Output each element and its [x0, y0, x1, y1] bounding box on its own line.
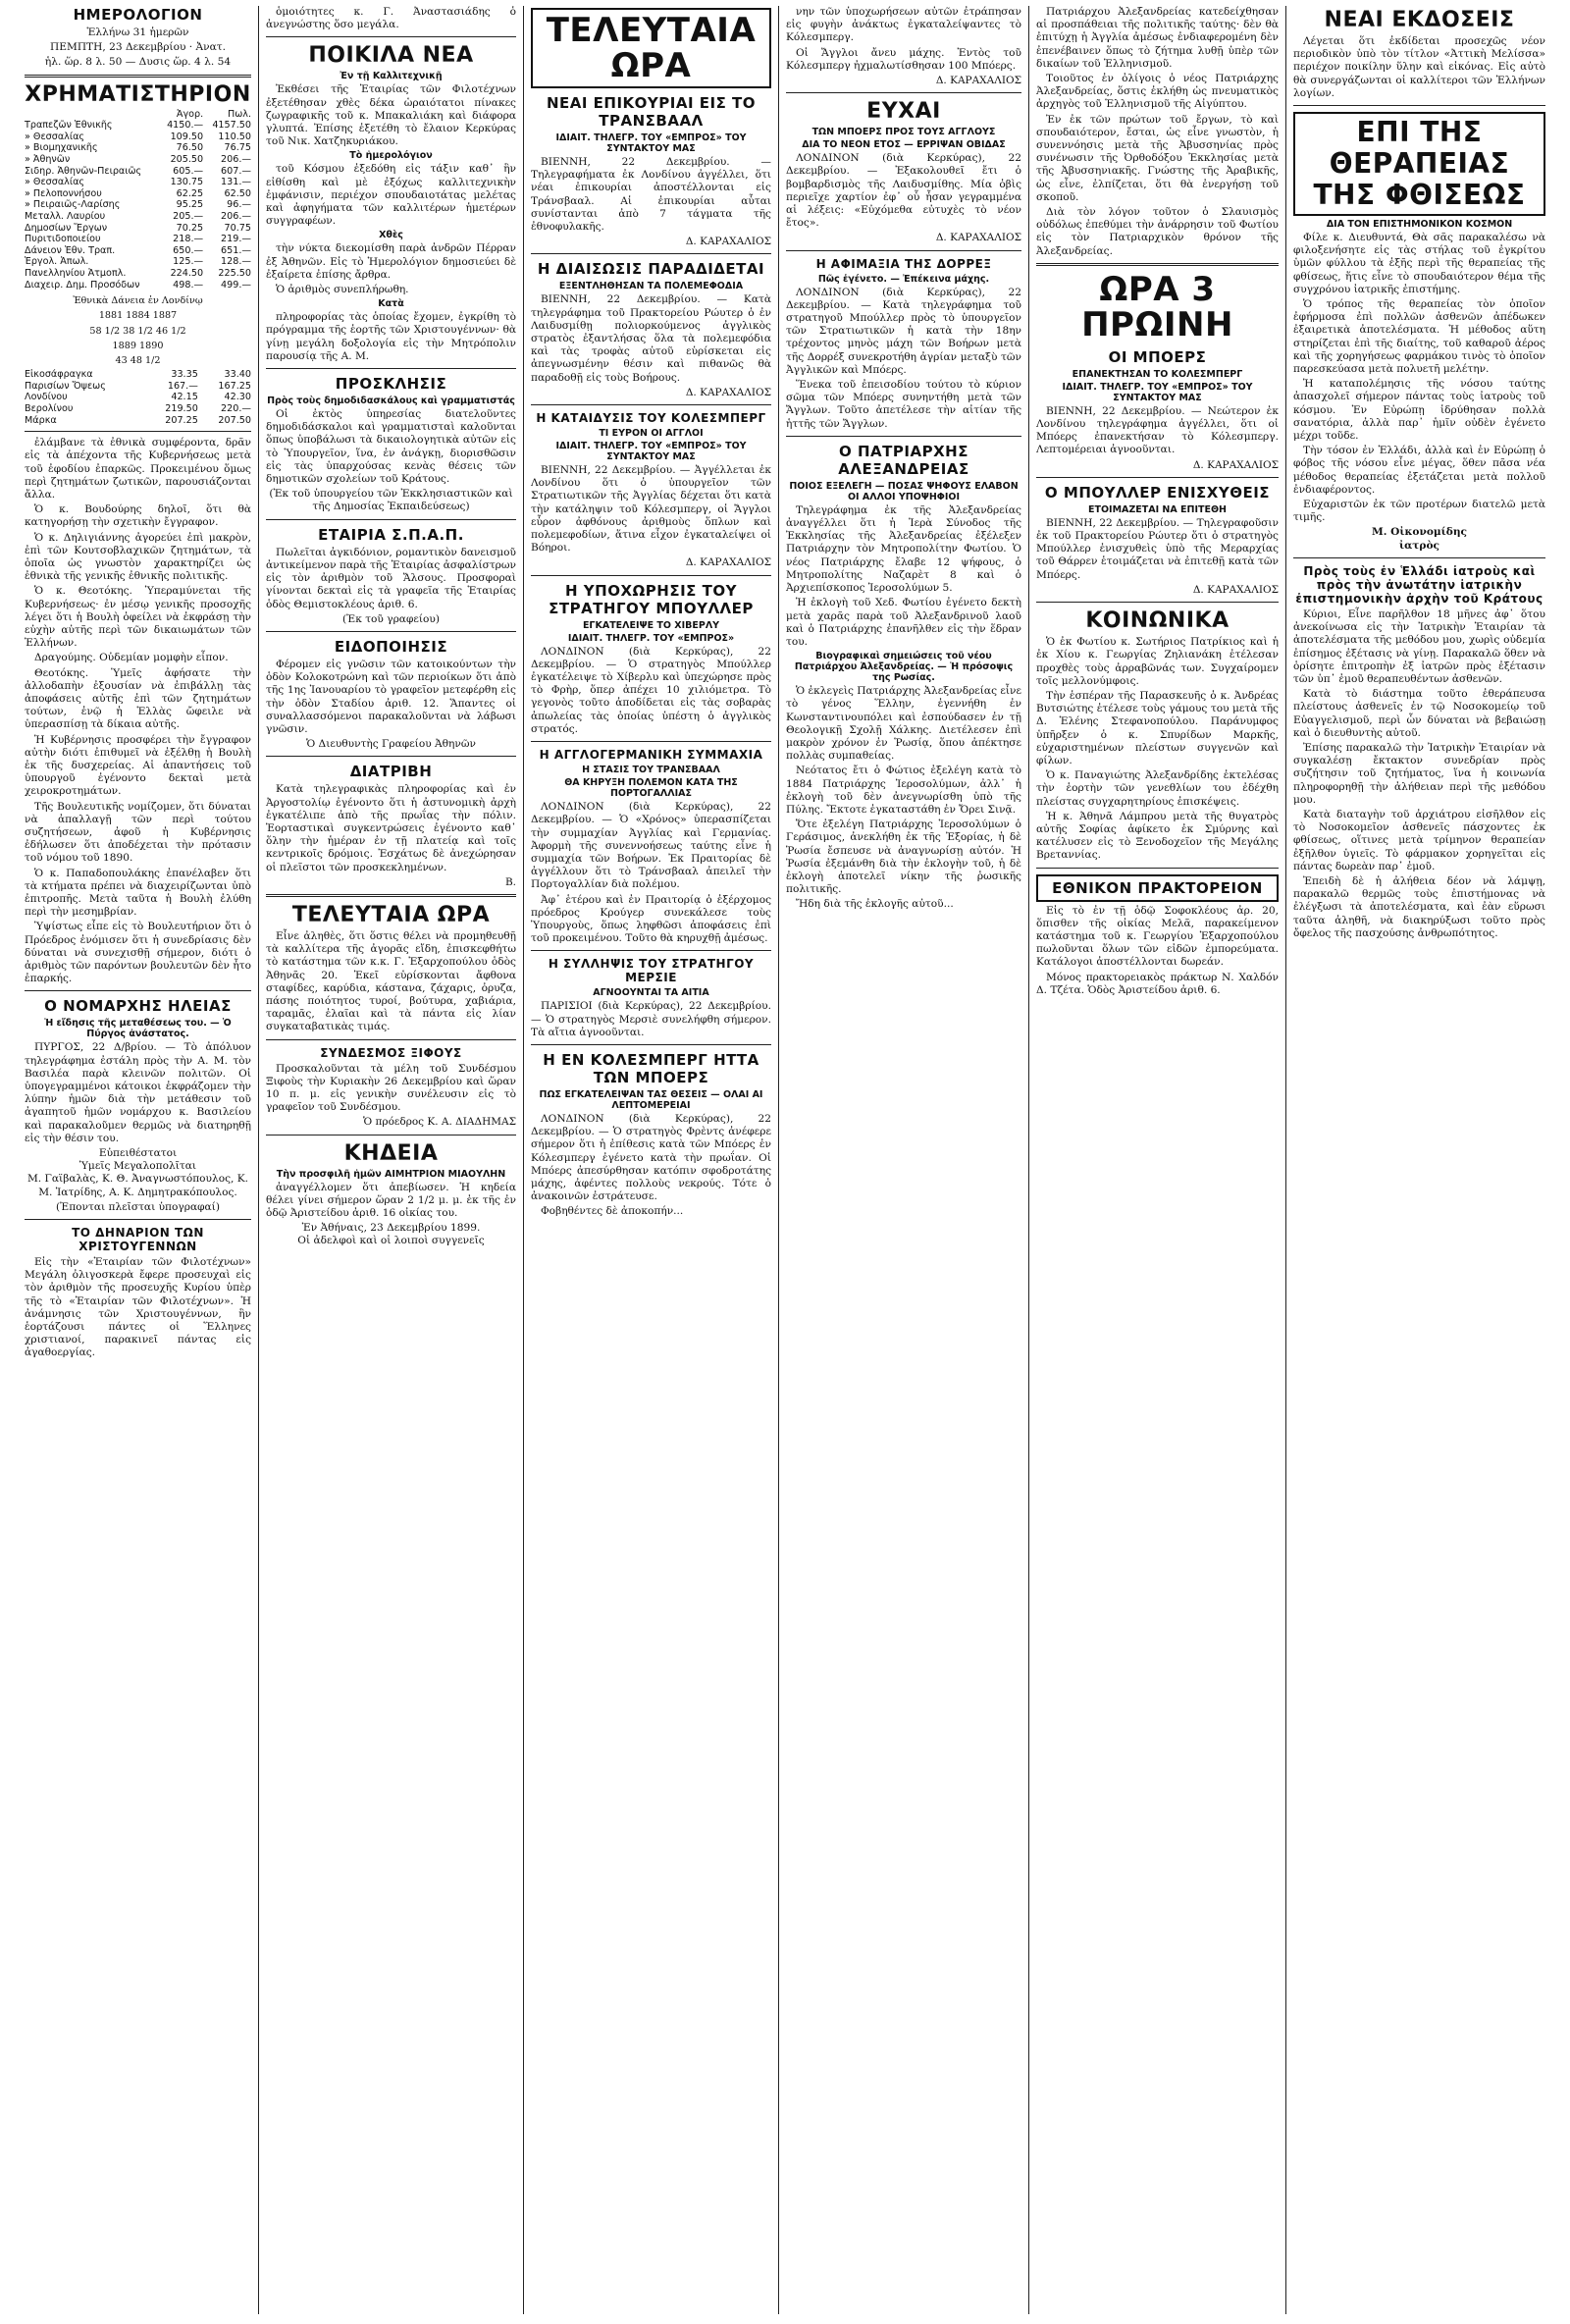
- divider: [1036, 868, 1279, 869]
- divider: [1036, 602, 1279, 603]
- calendar-line: ΠΕΜΠΤΗ, 23 Δεκεμβρίου · Ἀνατ.: [50, 41, 226, 54]
- subheadline: Πῶς ἐγένετο. — Ἐπέκεινα μάχης.: [817, 273, 990, 285]
- article-text: τὴν νύκτα διεκομίσθη παρὰ ἀνδρῶν Πέρραν ἐξ Ἀθηνῶν. Εἰς τὸ Ἡμερολόγιον δημοσιεύει δὲ ἐξαίρετα ἐπίσης ἄρθρα.: [266, 242, 516, 281]
- wire-credit: ΙΔΙΑΙΤ. ΤΗΛΕΓΡ. ΤΟΥ «ΕΜΠΡΟΣ» ΤΟΥ ΣΥΝΤΑΚΤΟΥ ΜΑΣ: [555, 441, 747, 463]
- loan-years: 1881 1884 1887: [98, 310, 178, 322]
- subheadline: Πρὸς τοὺς δημοδιδασκάλους καὶ γραμματιστάς: [267, 396, 515, 407]
- column-1: [18, 6, 258, 2314]
- article-text: Ὁ τρόπος τῆς θεραπείας τὸν ὁποῖον ἐφήρμοσα ἐπὶ πολλῶν ἀσθενῶν ἀπέδωκεν ἐξαιρετικὰ ἀποτελέσματα. Ἡ μέθοδος αὕτη στηρίζεται ἐπὶ τῆς διαίτης, τοῦ καθαροῦ ἀέρος καὶ τῆς χορηγήσεως φαρμάκου τινὸς τὸ ὁποῖον παρεσκεύασα μετὰ πολυετῆ μελέτην.: [1293, 298, 1545, 376]
- signature: Ὁ πρόεδρος Κ. Α. ΔΙΑΔΗΜΑΣ: [363, 1116, 516, 1129]
- quote-value: 70.75: [224, 222, 251, 234]
- quote-name: Δάνειον Ἑθν. Τραπ.: [25, 244, 116, 256]
- fx-name: Βερολίνου: [25, 402, 74, 414]
- newspaper-page: [18, 6, 1552, 2314]
- article-text: Κύριοι, Εἶνε παρῆλθον 18 μῆνες ἀφ᾽ ὅτου ἀνεκοίνωσα εἰς τὴν Ἰατρικὴν Ἑταιρίαν τὰ ἀποτελέσματα τῆς μεθόδου μου, χωρὶς οὐδεμία ἐπίσημος ἐξέτασις νὰ γίνῃ. Παρακαλῶ ὅθεν νὰ ὁρίσητε ἐπιτροπὴν ἐξ ἰατρῶν πρὸς ἐξέτασιν τῶν ὑπ᾽ ἐμοῦ θεραπευθέντων ἀσθενῶν.: [1293, 607, 1545, 685]
- divider: [531, 404, 771, 405]
- subheadline: Κατὰ: [378, 298, 404, 310]
- headline: ΕΘΝΙΚΟΝ ΠΡΑΚΤΟΡΕΙΟΝ: [1036, 874, 1279, 902]
- article-text: Ὁ κ. Βουδούρης δηλοῖ, ὅτι θὰ κατηγορήσῃ τὴν σχετικὴν ἔγγραφον.: [25, 503, 251, 529]
- article-text: Κατὰ διαταγὴν τοῦ ἀρχιάτρου εἰσῆλθον εἰς τὸ Νοσοκομεῖον ἀσθενεῖς πάσχοντες ἐκ φθίσεως, οἵτινες μετὰ τρίμηνον θεραπείαν ἐξῆλθον ὑγιεῖς. Τὸ φάρμακον χορηγεῖται εἰς πάντας δωρεὰν παρ᾽ ἐμοῦ.: [1293, 808, 1545, 872]
- quote-row: [25, 132, 251, 143]
- signature: Δ. ΚΑΡΑΧΑΛΙΟΣ: [935, 232, 1021, 244]
- headline: Ο ΜΠΟΥΛΛΕΡ ΕΝΙΣΧΥΘΕΙΣ: [1044, 483, 1271, 502]
- article-text: ΒΙΕΝΝΗ, 22 Δεκεμβρίου. — Ἀγγέλλεται ἐκ Λονδίνου ὅτι ὁ ὑπουργεῖον τῶν Στρατιωτικῶν τῆς Ἀγγλίας δέχεται ὅτι κατὰ τὴν κατάληψιν τοῦ Κόλεσμπεργ, οἱ Ἄγγλοι εὗρον ἀφθόνους ἀριθμοὺς ὅπλων καὶ πολεμεφοδίων, ἅτινα εἶχον ἐγκαταλείψει οἱ Βόηροι.: [531, 464, 771, 555]
- article-text: Ὁ ἐκ Φωτίου κ. Σωτήριος Πατρίκιος καὶ ἡ ἐκ Χίου κ. Γεωργίας Ζηλιανάκη ἐτέλεσαν προχθὲς τοὺς ἀρραβῶνάς των. Συγχαίρομεν τοῖς μελλονύμφοις.: [1036, 636, 1279, 687]
- quote-value: 4157.50: [212, 120, 251, 132]
- subheadline: ΕΞΕΝΤΛΗΘΗΣΑΝ ΤΑ ΠΟΛΕΜΕΦΟΔΙΑ: [558, 281, 744, 292]
- quote-value: 131.—: [221, 177, 251, 188]
- article-text: Ὁ κ. Παναγιώτης Ἀλεξανδρίδης ἐκτελέσας τὴν ἑορτὴν τῶν γενεθλίων του ἐδέχθη πλείστας συγχαρητηρίους ἐπισκέψεις.: [1036, 769, 1279, 808]
- article-text: Φέρομεν εἰς γνῶσιν τῶν κατοικούντων τὴν ὁδὸν Κολοκοτρώνη καὶ τῶν περιοίκων ὅτι ἀπὸ τῆς 1ης Ἰανουαρίου τὸ γραφεῖον μετεφέρθη εἰς τὴν ὁδὸν Σταδίου ἀριθ. 12. Ἅπαντες οἱ συναλλασσόμενοι παρακαλοῦνται νὰ λάβωσι γνῶσιν.: [266, 658, 516, 735]
- fx-name: Λονδίνου: [25, 392, 68, 403]
- signature: Δ. ΚΑΡΑΧΑΛΙΟΣ: [1192, 458, 1279, 471]
- note: Ὁ Διευθυντὴς Γραφείου Ἀθηνῶν: [306, 738, 476, 751]
- loan-values: 43 48 1/2: [115, 354, 161, 366]
- article-text: Ἐν ἐκ τῶν πρώτων τοῦ ἔργων, τὸ καὶ σπουδαιότερον, ἔσται, ὡς εἶνε γνωστὸν, ἡ συνεννόησις μετὰ τῆς Ἀβυσσηνίας πρὸς συνένωσιν τῆς Ὀρθοδόξου Ἐκκλησίας μετὰ τῆς Ἀβυσσηνιακῆς. Γνώστης τῆς Ἀραβικῆς, ὡς εἶνε, ἐλπίζεται, ὅτι θὰ ἐνεργήσῃ τοῦ σκοποῦ.: [1036, 113, 1279, 203]
- fx-row: [25, 392, 251, 403]
- divider: [266, 36, 516, 37]
- calendar-line: Ἑλλήνω 31 ἡμερῶν: [86, 26, 189, 38]
- quote-value: 62.50: [224, 187, 251, 199]
- wire-credit: ΙΔΙΑΙΤ. ΤΗΛΕΓΡ. ΤΟΥ «ΕΜΠΡΟΣ»: [567, 632, 735, 644]
- article-text: ὁμοιότητες κ. Γ. Ἀναστασιάδης ὁ ἀνεγνώστης ὅσο μεγάλα.: [266, 6, 516, 31]
- quote-row: [25, 177, 251, 188]
- headline: Η ΔΙΑΙΣΩΣΙΣ ΠΑΡΑΔΙΔΕΤΑΙ: [537, 260, 765, 279]
- fx-value: 33.35: [171, 369, 198, 381]
- headline: ΤΕΛΕΥΤΑΙΑ ΩΡΑ: [291, 902, 491, 927]
- headline: Η ΑΓΓΛΟΓΕΡΜΑΝΙΚΗ ΣΥΜΜΑΧΙΑ: [539, 748, 763, 763]
- quote-name: Ἐργολ. Ἀπωλ.: [25, 256, 89, 268]
- article-text: Ἐπειδὴ δὲ ἡ ἀλήθεια δέον νὰ λάμψῃ, παρακαλῶ θερμῶς τοὺς ἐπιστήμονας νὰ ἐλέγξωσι τὰ ἀποτελέσματα, καὶ ἐὰν εὕρωσι ταῦτα ἀληθῆ, νὰ διακηρύξωσι τοῦτο πρὸς ὄφελος τῆς πασχούσης ἀνθρωπότητος.: [1293, 874, 1545, 939]
- article-text: Ἐπίσης παρακαλῶ τὴν Ἰατρικὴν Ἑταιρίαν νὰ συγκαλέσῃ ἔκτακτον συνεδρίαν πρὸς συζήτησιν τοῦ ζητήματος, ἵνα ἡ κοινωνία πληροφορηθῇ τὴν ἀλήθειαν περὶ τῆς μεθόδου μου.: [1293, 741, 1545, 806]
- col-header: Ἀγορ.: [176, 108, 204, 120]
- divider: [266, 519, 516, 520]
- quote-value: 109.50: [170, 131, 204, 142]
- divider: [786, 436, 1021, 437]
- quote-name: » Θεσσαλίας: [25, 177, 85, 188]
- loan-years: 1889 1890: [112, 340, 164, 351]
- subheadline: Τὴν προσφιλῆ ἡμῶν ΑΙΜΗΤΡΙΟΝ ΜΙΑΟΥΛΗΝ: [276, 1168, 506, 1180]
- divider: [531, 253, 771, 254]
- headline: Η ΥΠΟΧΩΡΗΣΙΣ ΤΟΥ ΣΤΡΑΤΗΓΟΥ ΜΠΟΥΛΛΕΡ: [549, 581, 754, 617]
- quote-value: 206.—: [221, 210, 251, 222]
- wire-credit: ΙΔΙΑΙΤ. ΤΗΛΕΓΡ. ΤΟΥ «ΕΜΠΡΟΣ» ΤΟΥ ΣΥΝΤΑΚΤΟΥ ΜΑΣ: [1062, 381, 1253, 403]
- fx-value: 42.15: [171, 392, 198, 403]
- divider: [1036, 477, 1279, 478]
- fx-value: 207.25: [165, 414, 198, 426]
- article-text: ΛΟΝΔΙΝΟΝ (διὰ Κερκύρας), 22 Δεκεμβρίου. — Ὁ στρατηγὸς Μπούλλερ ἐγκατέλειψε τὸ Χίβερλυ καὶ ὑπεχώρησε πρὸς τὸ Φρὴρ, ὅπερ ἀπέχει 10 χιλιόμετρα. Τὸ γεγονὸς τοῦτο ἀποδίδεται εἰς τὰς σοβαρὰς ἀπωλείας τὰς ὁποίας ὑπέστη ὁ ἀγγλικὸς στρατός.: [531, 645, 771, 735]
- article-text: Προσκαλοῦνται τὰ μέλη τοῦ Συνδέσμου Ξιφοὺς τὴν Κυριακὴν 26 Δεκεμβρίου καὶ ὥραν 10 π. μ. εἰς γενικὴν συνέλευσιν εἰς τὸ γραφεῖον τοῦ Συνδέσμου.: [266, 1062, 516, 1114]
- signature: Β.: [504, 875, 516, 888]
- quote-value: 130.75: [170, 177, 204, 188]
- article-text: Μόνος πρακτορειακὸς πράκτωρ Ν. Χαλδόν Δ. Τζέτα. Ὁδὸς Ἀριστείδου ἀριθ. 6.: [1036, 971, 1279, 996]
- article-text: Ἐκθέσει τῆς Ἑταιρίας τῶν Φιλοτέχνων ἐξετέθησαν χθὲς δέκα ὡραιότατοι πίνακες ζωγραφικῆς τοῦ κ. Μπακαλιάκη καὶ διάφορα γλυπτά. Ἐπίσης ἐξετέθη τὸ ἔλαιον Κερκύρας τοῦ Νικ. Χατζηκυριάκου.: [266, 83, 516, 148]
- fx-value: 220.—: [221, 402, 251, 414]
- quote-value: 205.—: [173, 210, 204, 222]
- article-text: Τηλεγράφημα ἐκ τῆς Ἀλεξανδρείας ἀναγγέλλει ὅτι ἡ Ἱερὰ Σύνοδος τῆς Ἐκκλησίας τῆς Ἀλεξανδρείας ἐξέλεξεν Πατριάρχην τὸν Μητροπολίτην Φωτίου. Ὁ νέος Πατριάρχης ἔλαβε 12 ψήφους, ὁ Μητροπολίτης Ναζαρὲτ 8 καὶ ὁ Ἀρχιεπίσκοπος Ἱεροσολύμων 5.: [786, 503, 1021, 595]
- quote-name: Τραπεζῶν Ἐθνικῆς: [25, 120, 113, 132]
- quote-row: [25, 154, 251, 166]
- quote-name: Σιδηρ. Ἀθηνῶν-Πειραιῶς: [25, 165, 142, 177]
- divider: [786, 92, 1021, 93]
- signature: Δ. ΚΑΡΑΧΑΛΙΟΣ: [935, 75, 1021, 87]
- col-header: Πωλ.: [228, 108, 251, 120]
- loan-title: Ἐθνικὰ Δάνεια ἐν Λονδίνῳ: [73, 295, 203, 307]
- article-text: ἐλάμβανε τὰ ἐθνικὰ συμφέροντα, δρᾶν εἰς τὰ ἀπέχοντα τῆς Κυβερνήσεως μετὰ τοῦ ἐφοδίου ἐπαρκῶς. Προκειμένου ὅμως περὶ ζητημάτων ζωτικῶν, παρουσιάζονται ἄλλα.: [25, 437, 251, 501]
- column-2: [258, 6, 523, 2314]
- article-text: Πατριάρχου Ἀλεξανδρείας κατεδείχθησαν αἱ προσπάθειαι τῆς πολιτικῆς ταύτης· δὲν θὰ ἐπιτύχῃ ἡ Ἀγγλία ἀμέσως ἐνδιαφερομένη δὲν ἐπενέβαινεν ὅπως τὸ ζήτημα λυθῇ ὑπὲρ τῶν δικαίων τοῦ Ἑλληνισμοῦ.: [1036, 6, 1279, 70]
- article-text: Κατὰ τὸ διάστημα τοῦτο ἐθεράπευσα πλείστους ἀσθενεῖς ἐν τῷ Νοσοκομείῳ τοῦ Εὐαγγελισμοῦ, περὶ ὧν δύναται νὰ βεβαιώσῃ καὶ ὁ διευθυντὴς αὐτοῦ.: [1293, 688, 1545, 739]
- quote-value: 218.—: [173, 234, 204, 245]
- article-text: Νεότατος ἔτι ὁ Φώτιος ἐξελέγη κατὰ τὸ 1884 Πατριάρχης Ἱεροσολύμων, ἀλλ᾽ ἡ ἐκλογὴ τοῦ δὲν ἀνεγνωρίσθη ὑπὸ τῆς Πύλης. Ἔκτοτε ἐγκαταστάθη ἐν Ὄρει Σινᾷ.: [786, 765, 1021, 816]
- quote-name: Πανελληνίου Ἀτμοπλ.: [25, 267, 127, 279]
- headline: ΝΕΑΙ ΕΚΔΟΣΕΙΣ: [1324, 8, 1515, 32]
- headline: Ο ΝΟΜΑΡΧΗΣ ΗΛΕΙΑΣ: [44, 997, 232, 1016]
- subheadline: ΘΑ ΚΗΡΥΞΗ ΠΟΛΕΜΟΝ ΚΑΤΑ ΤΗΣ ΠΟΡΤΟΓΑΛΛΙΑΣ: [564, 777, 738, 800]
- article-text: Εὐχαριστῶν ἐκ τῶν προτέρων διατελῶ μετὰ τιμῆς.: [1293, 499, 1545, 524]
- column-4: [778, 6, 1028, 2314]
- loan-values: 58 1/2 38 1/2 46 1/2: [89, 325, 186, 337]
- quote-row: [25, 245, 251, 257]
- article-text: Φίλε κ. Διευθυντά, Θὰ σᾶς παρακαλέσω νὰ φιλοξενήσητε εἰς τὰς στήλας τοῦ ἐγκρίτου ὑμῶν φύλλου τὰ ἑξῆς περὶ τῆς θεραπείας τῆς φθίσεως, ἥτις εἶνε τὸ σπουδαιότερον θέμα τῆς συγχρόνου ἰατρικῆς ἐπιστήμης.: [1293, 232, 1545, 295]
- fx-value: 42.30: [224, 392, 251, 403]
- article-text: Εἰς τὸ ἐν τῇ ὁδῷ Σοφοκλέους ἀρ. 20, ὅπισθεν τῆς οἰκίας Μελᾶ, παρακείμενον κατάστημα τοῦ κ. Γεωργίου Ἐξαρχοπούλου πωλοῦνται ὅλων τῶν εἰδῶν ἐμπορεύματα. Κατάλογοι ἀποστέλλονται δωρεάν.: [1036, 904, 1279, 969]
- quote-value: 76.75: [224, 142, 251, 154]
- article-text: Λέγεται ὅτι ἐκδίδεται προσεχῶς νέον περιοδικὸν ὑπὸ τὸν τίτλον «Ἀττικὴ Μελίσσα» περιέχον ποικίλην ὕλην καὶ εἰκόνας. Εἰς αὐτὸ θὰ συνεργάζωνται οἱ καλλίτεροι τῶν Ἑλλήνων λογίων.: [1293, 35, 1545, 99]
- signatures: Εὐπειθέστατοι Ὑμεῖς Μεγαλοπολῖται Μ. Γαϊβαλὰς, Κ. Θ. Ἀναγνωστόπουλος, Κ. Μ. Ἰατρίδης, Α. Κ. Δημητρακόπουλος.: [26, 1147, 249, 1198]
- article-text: Τὴν ἑσπέραν τῆς Παρασκευῆς ὁ κ. Ἀνδρέας Βυτσιώτης ἐτέλεσε τοὺς γάμους του μετὰ τῆς Δ. Ἑλένης Στεφανοπούλου. Παράνυμφος ὑπῆρξεν ὁ κ. Σπυρίδων Μαρκῆς, εὐχαριστημένων πλείστων συγγενῶν καὶ φίλων.: [1036, 689, 1279, 766]
- divider: [531, 575, 771, 576]
- quote-value: 224.50: [170, 267, 204, 279]
- subheadline: Η ΣΤΑΣΙΣ ΤΟΥ ΤΡΑΝΣΒΑΑΛ: [582, 765, 720, 776]
- article-text: ΒΙΕΝΝΗ, 22 Δεκεμβρίου. — Τηλεγραφήματα ἐκ Λονδίνου ἀγγέλλει, ὅτι νέαι ἐπικουρίαι ἀποστέλλονται εἰς Τράνσβααλ. Αἱ ἐπικουρίαι αὗται συνίστανται ἀπὸ 7 τάγματα τῆς ἐθνοφυλακῆς.: [531, 156, 771, 234]
- article-text: Διὰ τὸν λόγον τοῦτον ὁ Σλαυισμὸς οὐδόλως ἐπεθύμει τὴν ἀνάρρησιν τοῦ Φωτίου εἰς τὸν Πατριαρχικὸν θρόνον τῆς Ἀλεξανδρείας.: [1036, 206, 1279, 257]
- divider: [531, 741, 771, 742]
- divider: [266, 756, 516, 757]
- subheadline: ΤΙ ΕΥΡΟΝ ΟΙ ΑΓΓΛΟΙ: [599, 428, 704, 440]
- signature: Δ. ΚΑΡΑΧΑΛΙΟΣ: [685, 556, 771, 569]
- headline: ΚΗΔΕΙΑ: [343, 1140, 439, 1166]
- article-text: Οἱ ἐκτὸς ὑπηρεσίας διατελοῦντες δημοδιδάσκαλοι καὶ γραμματισταὶ καλοῦνται ὅπως ὑποβάλωσι τὰ δικαιολογητικὰ αὐτῶν εἰς τὸ Ὑπουργεῖον, ἵνα, ἐν ἀνάγκῃ, διορισθῶσιν εἰς τὰς ὑπαρχούσας κενὰς θέσεις τῶν δημοτικῶν σχολείων τοῦ Κράτους.: [266, 408, 516, 486]
- quote-value: 206.—: [221, 153, 251, 165]
- article-text: Ὅτε ἐξελέγη Πατριάρχης Ἱεροσολύμων ὁ Γεράσιμος, ἀνεκλήθη ἐκ τῆς Ἐξορίας, ἡ δὲ Ῥωσία ἔσπευσε νὰ ἀναγνωρίσῃ αὐτόν. Ἡ Ῥωσία ἐξεμάνθη διὰ τὴν ἐκλογὴν τοῦ, ἡ δὲ ἐκλογὴ ἀποτελεῖ νίκην τῆς ῥωσικῆς πολιτικῆς.: [786, 819, 1021, 896]
- headline: ΣΥΝΔΕΣΜΟΣ ΞΙΦΟΥΣ: [320, 1045, 462, 1060]
- subheadline: ΕΓΚΑΤΕΛΕΙΨΕ ΤΟ ΧΙΒΕΡΛΥ: [582, 619, 720, 631]
- calendar-title: ΗΜΕΡΟΛΟΓΙΟΝ: [73, 6, 203, 24]
- signatures-note: (Ἐπονται πλεῖσται ὑπογραφαί): [56, 1200, 220, 1213]
- subheadline: Χθὲς: [379, 230, 403, 241]
- fx-name: Μάρκα: [25, 414, 57, 426]
- subheadline: ΕΠΑΝΕΚΤΗΣΑΝ ΤΟ ΚΟΛΕΣΜΠΕΡΓ: [1072, 368, 1243, 380]
- fx-table: [25, 369, 251, 426]
- note: (Ἐκ τοῦ ὑπουργείου τῶν Ἐκκλησιαστικῶν καὶ τῆς Δημοσίας Ἐκπαιδεύσεως): [269, 488, 513, 513]
- headline: Η ΣΥΛΛΗΨΙΣ ΤΟΥ ΣΤΡΑΤΗΓΟΥ ΜΕΡΣΙΕ: [548, 957, 755, 985]
- subheadline: Βιογραφικαὶ σημειώσεις τοῦ νέου Πατριάρχου Ἀλεξανδρείας. — Ἡ πρόσοψις της Ρωσίας.: [794, 651, 1014, 684]
- headline: ΟΙ ΜΠΟΕΡΣ: [1108, 347, 1207, 366]
- quote-value: 125.—: [173, 256, 204, 268]
- article-text: ΛΟΝΔΙΝΟΝ (διὰ Κερκύρας), 22 Δεκεμβρίου. — Ὁ στρατηγὸς Φρὲντς ἀνέφερε σήμερον ὅτι ἡ ἐπίθεσις κατὰ τῶν Μπόερς ἐν Κόλεσμπεργ ἐγένετο κατὰ τὴν πρωΐαν. Οἱ Μπόερς ἀπεσύρθησαν κατόπιν σφοδροτάτης μάχης, ἀφέντες πολλοὺς νεκρούς. Τότε ὁ ἀνακοινῶν ἐστράτευσε.: [531, 1112, 771, 1203]
- article-text: ΒΙΕΝΝΗ, 22 Δεκεμβρίου. — Κατὰ τηλεγράφημα τοῦ Πρακτορείου Ρώυτερ ὁ ἐν Λαιδυσμίθῃ πολιορκούμενος ἀγγλικὸς στρατὸς ἐξαντλήσας ὅλα τὰ πολεμεφόδια καὶ τὰς τροφὰς αὐτοῦ εὑρίσκεται εἰς ἀπεγνωσμένην θέσιν καὶ πιθανῶς θὰ παραδοθῇ εἰς τοὺς Βοήρους.: [531, 293, 771, 384]
- signature: Δ. ΚΑΡΑΧΑΛΙΟΣ: [685, 386, 771, 398]
- quote-value: 95.25: [176, 199, 204, 211]
- quote-row: [25, 268, 251, 280]
- divider: [266, 368, 516, 369]
- headline: Η ΑΦΙΜΑΞΙΑ ΤΗΣ ΔΟΡΡΕΞ: [815, 256, 992, 271]
- quote-value: 498.—: [173, 279, 204, 290]
- exchange-table: [25, 109, 251, 291]
- article-text: Ὁ κ. Θεοτόκης. Ὑπεραμύνεται τῆς Κυβερνήσεως· ἐν μέσῳ γενικῆς προσοχῆς λέγει ὅτι ἡ Βουλὴ ὀφείλει νὰ ἐκφράσῃ τὴν εὐχὴν αὐτῆς περὶ τῶν δικαιωμάτων τῶν Ἑλλήνων.: [25, 585, 251, 650]
- divider: [266, 1039, 516, 1040]
- divider: [266, 631, 516, 632]
- quote-name: » Βιομηχανικῆς: [25, 142, 98, 154]
- fx-row: [25, 403, 251, 415]
- headline: ΚΟΙΝΩΝΙΚΑ: [1085, 608, 1230, 634]
- article-text: ΠΥΡΓΟΣ, 22 Δ/βρίου. — Τὸ ἀπόλυον τηλεγράφημα ἐστάλη πρὸς τὴν Α. Μ. τὸν Βασιλέα παρὰ κλεινῶν πολιτῶν. Οἱ ὑπογεγραμμένοι κάτοικοι ἐκφράζομεν τὴν λύπην ἡμῶν διὰ τὴν μετάθεσιν τοῦ ἀγαπητοῦ ἡμῶν νομάρχου κ. Βασιλείου καὶ παρακαλοῦμεν θερμῶς νὰ διατηρηθῇ εἰς τὴν θέσιν του.: [25, 1041, 251, 1144]
- article-text: ΒΙΕΝΝΗ, 22 Δεκεμβρίου. — Τηλεγραφοῦσιν ἐκ τοῦ Πρακτορείου Ρώυτερ ὅτι ὁ στρατηγὸς Μπούλλερ ἐνισχυθεὶς ὑπὸ τῆς Μεραρχίας τοῦ Θάρρεν ἑτοιμάζεται νὰ ἐπιτεθῇ κατὰ τῶν Μπόερς.: [1036, 516, 1279, 581]
- headline: Η ΚΑΤΑΙΔΥΣΙΣ ΤΟΥ ΚΟΛΕΣΜΠΕΡΓ: [536, 411, 766, 426]
- headline: ΠΡΟΣΚΛΗΣΙΣ: [335, 375, 447, 394]
- article-text: Ἡ Κυβέρνησις προσφέρει τὴν ἔγγραφον αὐτὴν διότι ἐπιθυμεῖ νὰ ἐξέλθῃ ἡ Βουλὴ ἐκ τῆς δυσχερείας. Αἱ ἀπαντήσεις τοῦ ὑπουργοῦ ἐγένοντο δεκταὶ μετὰ χειροκροτημάτων.: [25, 733, 251, 798]
- divider: [1293, 557, 1545, 558]
- subheadline: Ἡ εἴδησις τῆς μεταθέσεως του. — Ὁ Πύργος ἀνάστατος.: [44, 1018, 232, 1040]
- subheadline: ΕΤΟΙΜΑΖΕΤΑΙ ΝΑ ΕΠΙΤΕΘΗ: [1087, 503, 1228, 515]
- article-text: Ὁ κ. Δηλιγιάννης ἀγορεύει ἐπὶ μακρὸν, ἐπὶ τῶν Κουτσοβλαχικῶν ζητημάτων, τὰ ὁποῖα ὡς γνωστὸν χαρακτηρίζει ὡς ἐθνικὰ τῆς γενικῆς ἐθνικῆς πολιτικῆς.: [25, 531, 251, 583]
- subheadline: ΔΙΑ ΤΟ ΝΕΟΝ ΕΤΟΣ — ΕΡΡΙΨΑΝ ΟΒΙΔΑΣ: [802, 139, 1006, 151]
- signature: Δ. ΚΑΡΑΧΑΛΙΟΣ: [1192, 583, 1279, 596]
- quote-value: 651.—: [221, 244, 251, 256]
- quote-value: 70.25: [176, 222, 204, 234]
- article-text: Ὁ κ. Παπαδοπουλάκης ἐπανέλαβεν ὅτι τὰ κτήματα πρέπει νὰ διαχειρίζωνται ὑπὸ ἐπιτροπῆς. Μετὰ ταῦτα ἡ Βουλὴ ἐλύθη περὶ τὴν μεσημβρίαν.: [25, 867, 251, 919]
- divider: [25, 75, 251, 78]
- fx-row: [25, 381, 251, 393]
- divider: [266, 894, 516, 897]
- headline: Πρὸς τοὺς ἐν Ἑλλάδι ἰατροὺς καὶ πρὸς τὴν ἀνωτάτην ἰατρικὴν ἐπιστημονικὴν ἀρχὴν τοῦ Κράτους: [1295, 563, 1544, 606]
- quote-row: [25, 280, 251, 291]
- fx-value: 207.50: [218, 414, 251, 426]
- quote-row: [25, 120, 251, 132]
- column-6: [1285, 6, 1552, 2314]
- article-text: ΛΟΝΔΙΝΟΝ (διὰ Κερκύρας), 22 Δεκεμβρίου. — Ἐξακολουθεῖ ἔτι ὁ βομβαρδισμὸς τῆς Λαιδυσμίθης. Μία ὀβὶς περιεῖχε χαρτίον ἐφ᾽ οὗ ἦσαν γεγραμμένα αἱ λέξεις: «Εὐχόμεθα εὐτυχὲς τὸ νέον ἔτος».: [786, 152, 1021, 230]
- fx-name: Παρισίων Ὄψεως: [25, 380, 106, 392]
- quote-row: [25, 142, 251, 154]
- divider: [531, 1044, 771, 1045]
- article-text: Ἀφ᾽ ἑτέρου καὶ ἐν Πραιτορίᾳ ὁ ἐξέρχομος πρόεδρος Κρούγερ συνεκάλεσε τοὺς Ὑπουργοὺς, ὅπως ληφθῶσι ἀποφάσεις ἐπὶ τοῦ προκειμένου. Τοῦτο θὰ κηρυχθῇ ἀμέσως.: [531, 893, 771, 945]
- fx-value: 167.—: [167, 380, 198, 392]
- fx-value: 33.40: [224, 369, 251, 381]
- quote-row: [25, 256, 251, 268]
- article-text: Ἡ καταπολέμησις τῆς νόσου ταύτης ἀπασχολεῖ σήμερον πάντας τοὺς ἰατροὺς τοῦ κόσμου. Ἐν Εὐρώπῃ ἱδρύθησαν πολλὰ σανατόρια, ἀλλὰ παρ᾽ ἡμῖν οὐδὲν ἐγένετο μέχρι τοῦδε.: [1293, 378, 1545, 443]
- subheadline: ΠΟΙΟΣ ΕΞΕΛΕΓΗ — ΠΟΣΑΣ ΨΗΦΟΥΣ ΕΛΑΒΟΝ ΟΙ ΑΛΛΟΙ ΥΠΟΨΗΦΙΟΙ: [789, 480, 1019, 502]
- quote-value: 96.—: [227, 199, 251, 211]
- quote-value: 128.—: [221, 256, 251, 268]
- divider: [531, 950, 771, 951]
- divider: [25, 431, 251, 432]
- headline-main: ΩΡΑ 3 ΠΡΩΙΝΗ: [1081, 269, 1233, 344]
- headline: ΕΤΑΙΡΙΑ Σ.Π.Α.Π.: [318, 525, 464, 544]
- article-text: ἀναγγέλλομεν ὅτι ἀπεβίωσεν. Ἡ κηδεία θέλει γίνει σήμερον ὥραν 2 1/2 μ. μ. ἐκ τῆς ἐν ὁδῷ Ἀριστείδου ἀριθ. 16 οἰκίας του.: [266, 1181, 516, 1219]
- signature: Ἐν Ἀθήναις, 23 Δεκεμβρίου 1899. Οἱ ἀδελφοὶ καὶ οἱ λοιποὶ συγγενεῖς: [297, 1222, 485, 1247]
- quote-name: Μεταλλ. Λαυρίου: [25, 210, 106, 222]
- quote-row: [25, 199, 251, 211]
- headline: ΝΕΑΙ ΕΠΙΚΟΥΡΙΑΙ ΕΙΣ ΤΟ ΤΡΑΝΣΒΑΑΛ: [546, 94, 757, 130]
- headline: Ο ΠΑΤΡΙΑΡΧΗΣ ΑΛΕΞΑΝΔΡΕΙΑΣ: [838, 442, 969, 478]
- divider: [25, 990, 251, 991]
- headline: ΠΟΙΚΙΛΑ ΝΕΑ: [308, 43, 474, 69]
- quote-value: 110.50: [218, 131, 251, 142]
- divider: [786, 250, 1021, 251]
- wire-credit: ΙΔΙΑΙΤ. ΤΗΛΕΓΡ. ΤΟΥ «ΕΜΠΡΟΣ» ΤΟΥ ΣΥΝΤΑΚΤΟΥ ΜΑΣ: [555, 132, 747, 154]
- article-text: Ἤδη διὰ τῆς ἐκλογῆς αὐτοῦ...: [796, 898, 954, 911]
- column-5: [1028, 6, 1285, 2314]
- article-text: νην τῶν ὑποχωρήσεων αὐτῶν ἐτράπησαν εἰς φυγὴν ἀνάκτως ἐγκαταλείψαντες τὸ Κόλεσμπεργ.: [786, 6, 1021, 44]
- headline: ΕΙΔΟΠΟΙΗΣΙΣ: [334, 637, 448, 656]
- article-text: Ὁ ἀριθμὸς συνεπλήρωθη.: [276, 284, 409, 296]
- headline-main: ΕΠΙ ΤΗΣ ΘΕΡΑΠΕΙΑΣ ΤΗΣ ΦΘΙΣΕΩΣ: [1293, 112, 1545, 216]
- quote-value: 219.—: [221, 234, 251, 245]
- article-text: ΒΙΕΝΝΗ, 22 Δεκεμβρίου. — Νεώτερον ἐκ Λονδίνου τηλεγράφημα ἀγγέλλει, ὅτι οἱ Μπόερς ἐπανεκτήσαν τὸ Κόλεσμπεργ. Λεπτομέρειαι ἀγνοοῦνται.: [1036, 404, 1279, 456]
- quote-row: [25, 188, 251, 200]
- quote-value: 650.—: [173, 244, 204, 256]
- column-3: [523, 6, 778, 2314]
- quote-value: 225.50: [218, 267, 251, 279]
- subheadline: ΑΓΝΟΟΥΝΤΑΙ ΤΑ ΑΙΤΙΑ: [593, 987, 709, 999]
- article-text: πληροφορίας τὰς ὁποίας ἔχομεν, ἐγκρίθη τὸ πρόγραμμα τῆς ἑορτῆς τῶν Χριστουγέννων· θὰ γίνῃ μεγάλη δοξολογία εἰς τὴν Μητρόπολιν παρουσίᾳ τῆς Α. Μ.: [266, 311, 516, 362]
- signature: Μ. Οἰκονομίδης ἰατρὸς: [1372, 526, 1467, 552]
- article-text: ΛΟΝΔΙΝΟΝ (διὰ Κερκύρας), 22 Δεκεμβρίου. — Ὁ «Χρόνος» ὑπερασπίζεται τὴν συμμαχίαν Ἀγγλίας καὶ Γερμανίας. Ἀφορμὴ τῆς συνεννοήσεως ταύτης εἶνε ἡ συμμαχία τῶν Βοήρων. Ἐκ Πραιτορίας δὲ ἀγγέλλουν ὅτι τὸ Τράνσβααλ ἀπειλεῖ τὴν Πορτογαλλίαν διὰ πολέμου.: [531, 801, 771, 891]
- quote-name: » Πελοποννήσου: [25, 187, 102, 199]
- fx-value: 167.25: [218, 380, 251, 392]
- article-text: Εἰς τὴν «Ἑταιρίαν τῶν Φιλοτέχνων» Μεγάλη ὀλιγοσκερὰ ἔφερε προσευχαὶ εἰς τὸν ἀριθμὸν τῆς προσευχῆς Κυρίου ὑπὲρ τῆς τὸ «Ἑταιρίαν τῶν Φιλοτέχνων». Ἡ ἀνάμνησις τῶν Χριστουγέννων, ἣν ἑορτάζουσι πάντες οἱ Ἕλληνες χριστιανοί, παρακινεῖ πάντας εἰς ἀγαθοεργίας.: [25, 1256, 251, 1359]
- quote-name: Πυριτιδοποιείου: [25, 234, 101, 245]
- quote-name: » Πειραιῶς-Λαρίσης: [25, 199, 121, 211]
- article-text: Τῆς Βουλευτικῆς νομίζομεν, ὅτι δύναται νὰ ἀπαλλαγῇ τῶν περὶ τούτου συζητήσεων, ἀφοῦ ἡ Κυβέρνησις ἐδήλωσεν ὅτι ἀποδέχεται τὴν πρότασιν τοῦ νόμου τοῦ 1890.: [25, 800, 251, 865]
- quote-row: [25, 211, 251, 223]
- article-text: Ἡ κ. Ἀθηνᾶ Λάμπρου μετὰ τῆς θυγατρὸς αὐτῆς Σοφίας ἀφίκετο ἐκ Σμύρνης καὶ κατέλυσεν εἰς τὸ Ξενοδοχεῖον τῆς Μεγάλης Βρεταννίας.: [1036, 810, 1279, 862]
- article-text: Δραγούμης. Οὐδεμίαν μομφὴν εἶπον.: [34, 652, 229, 664]
- subheadline: ΤΩΝ ΜΠΟΕΡΣ ΠΡΟΣ ΤΟΥΣ ΑΓΓΛΟΥΣ: [811, 127, 996, 138]
- quote-row: [25, 234, 251, 245]
- fx-value: 219.50: [165, 402, 198, 414]
- article-text: Ἕνεκα τοῦ ἐπεισοδίου τούτου τὸ κύριον σῶμα τῶν Μπόερς συνηντήθη μετὰ τῶν Ἄγγλων. Τοῦτο ἀπετέλεσε τὴν αἰτίαν τῆς ἡττῆς τῶν Ἄγγλων.: [786, 379, 1021, 430]
- fx-row: [25, 415, 251, 427]
- headline-main: ΤΕΛΕΥΤΑΙΑ ΩΡΑ: [531, 8, 771, 88]
- quote-row: [25, 166, 251, 178]
- signature: Δ. ΚΑΡΑΧΑΛΙΟΣ: [685, 236, 771, 248]
- article-text: ΛΟΝΔΙΝΟΝ (διὰ Κερκύρας), 22 Δεκεμβρίου. — Κατὰ τηλεγράφημα τοῦ στρατηγοῦ Μπούλλερ πρὸς τὸ ὑπουργεῖον τῶν Στρατιωτικῶν ἡ κατὰ τὴν 18ην τρέχοντος μηνὸς μάχη τῶν Βοήρων μετὰ τῆς Δορρέξ συνεκροτήθη ἀγρίαν μεταξὺ τῶν Ἀγγλικῶν καὶ Μπόερς.: [786, 286, 1021, 376]
- divider: [266, 1135, 516, 1136]
- divider: [1293, 105, 1545, 106]
- article-text: Φοβηθέντες δὲ ἀποκοπήν...: [541, 1205, 684, 1218]
- subheadline: ΔΙΑ ΤΟΝ ΕΠΙΣΤΗΜΟΝΙΚΟΝ ΚΟΣΜΟΝ: [1326, 219, 1513, 231]
- calendar-line: ἡλ. ὥρ. 8 λ. 50 — Δυσις ὥρ. 4 λ. 54: [44, 56, 232, 69]
- article-text: Κατὰ τηλεγραφικὰς πληροφορίας καὶ ἐν Ἀργοστολίῳ ἐγένοντο ὅτι ἡ ἀστυνομικὴ ἀρχὴ ἐγκατέλιπε ἀπὸ τῆς πρωΐας τὴν πόλιν. Ἑορταστικαὶ συγκεντρώσεις ἐγένοντο καθ᾽ ὅλην τὴν ἡμέραν ἐν τῇ πλατείᾳ καὶ τοῖς κεντρικοῖς δρόμοις. Ἐσχάτως δὲ ἀνεχώρησαν οἱ πλεῖστοι τῶν προσκεκλημένων.: [266, 783, 516, 873]
- quote-row: [25, 223, 251, 235]
- article-text: Οἱ Ἄγγλοι ἄνευ μάχης. Ἐντὸς τοῦ Κόλεσμπεργ ἠχμαλωτίσθησαν 100 Μπόερς.: [786, 46, 1021, 72]
- quote-name: Δημοσίων Ἔργων: [25, 222, 108, 234]
- quote-value: 205.50: [170, 153, 204, 165]
- quote-value: 62.25: [176, 187, 204, 199]
- subheadline: Ἐν τῇ Καλλιτεχνικῇ: [340, 71, 443, 82]
- article-text: Θεοτόκης. Ὑμεῖς ἀφήσατε τὴν ἀλλοδαπὴν ἐξουσίαν νὰ ἐπιβάλλῃ τὰς ἀποφάσεις αὐτῆς ἐπὶ τῶν ζητημάτων τούτων, ἐνῷ ἡ Ἑλλὰς ὤφειλε νὰ ὑπερασπίσῃ τὰ δίκαια αὐτῆς.: [25, 666, 251, 731]
- article-text: Ἡ ἐκλογὴ τοῦ Χεδ. Φωτίου ἐγένετο δεκτὴ μετὰ χαρᾶς παρὰ τοῦ Ἀλεξανδρινοῦ λαοῦ καὶ ὁ Πατριάρχης ἐπανῆλθεν εἰς τὴν ἕδραν του.: [786, 597, 1021, 648]
- fx-name: Εἰκοσάφραγκα: [25, 369, 93, 381]
- note: (Ἐκ τοῦ γραφείου): [342, 612, 440, 625]
- headline: ΔΙΑΤΡΙΒΗ: [349, 763, 433, 781]
- headline: Η ΕΝ ΚΟΛΕΣΜΠΕΡΓ ΗΤΤΑ ΤΩΝ ΜΠΟΕΡΣ: [543, 1050, 759, 1086]
- quote-value: 607.—: [221, 165, 251, 177]
- subheadline: ΠΩΣ ΕΓΚΑΤΕΛΕΙΨΑΝ ΤΑΣ ΘΕΣΕΙΣ — ΟΛΑΙ ΑΙ ΛΕΠΤΟΜΕΡΕΙΑΙ: [539, 1088, 763, 1111]
- fx-row: [25, 369, 251, 381]
- exchange-title: ΧΡΗΜΑΤΙΣΤΗΡΙΟΝ: [25, 81, 251, 107]
- article-text: Τοιοῦτος ἐν ὀλίγοις ὁ νέος Πατριάρχης Ἀλεξανδρείας, ὅστις ἐκλήθη ὡς πνευματικὸς ἀρχηγὸς τοῦ Ἑλληνισμοῦ τῆς Αἰγύπτου.: [1036, 73, 1279, 111]
- article-text: Τὴν τόσον ἐν Ἑλλάδι, ἀλλὰ καὶ ἐν Εὐρώπῃ ὁ φόβος τῆς νόσου εἶνε μέγας, ὅθεν πᾶσα νέα μέθοδος θεραπείας ἐξετάζεται μετὰ πολλοῦ ἐνδιαφέροντος.: [1293, 445, 1545, 496]
- article-text: ΠΑΡΙΣΙΟΙ (διὰ Κερκύρας), 22 Δεκεμβρίου. — Ὁ στρατηγὸς Μερσιὲ συνελήφθη σήμερον. Τὰ αἴτια ἀγνοοῦνται.: [531, 1000, 771, 1038]
- quote-value: 499.—: [221, 279, 251, 290]
- divider: [25, 1219, 251, 1220]
- subheadline: Τὸ ἡμερολόγιον: [349, 150, 433, 162]
- article-text: Εἶνε ἀληθὲς, ὅτι ὅστις θέλει νὰ προμηθευθῇ τὰ καλλίτερα τῆς ἀγορᾶς εἴδη, ἐπισκεφθήτω τὸ κατάστημα τῶν κ.κ. Γ. Ἐξαρχοπούλου ὁδὸς Ἀθηνᾶς 20. Ἐκεῖ εὑρίσκονται ἄφθονα σταφίδες, καρύδια, κάστανα, ζάχαρις, ὀρυζα, πάσης ποιότητος τυροί, βούτυρα, χαβιάρια, ταραμᾶς, ἐλαῖαι καὶ τὰ πάντα εἰς λίαν συγκαταβατικὰς τιμάς.: [266, 929, 516, 1033]
- article-text: Ὑψίστως εἶπε εἰς τὸ Βουλευτήριον ὅτι ὁ Πρόεδρος ἐνόμισεν ὅτι ἡ συνεδρίασις δὲν δύναται νὰ συνεχισθῇ σήμερον, διότι ὁ ἀριθμὸς τῶν παρόντων βουλευτῶν δὲν ἦτο ἐπαρκής.: [25, 921, 251, 985]
- article-text: Ὁ ἐκλεγεὶς Πατριάρχης Ἀλεξανδρείας εἶνε τὸ γένος Ἕλλην, ἐγεννήθη ἐν Κωνσταντινουπόλει καὶ ἐσπούδασεν ἐν τῇ Θεολογικῇ Σχολῇ Χάλκης. Διετέλεσεν ἐπὶ μακρὸν χρόνον ἐν Ῥωσίᾳ, ὅπου ἀπέκτησε πολλὰς συμπαθείας.: [786, 685, 1021, 763]
- quote-name: » Θεσσαλίας: [25, 131, 85, 142]
- article-text: τοῦ Κόσμου ἐξεδόθη εἰς τάξιν καθ᾽ ἣν εἰθίσθη καὶ μὲ ἐξόχως καλλιτεχνικὴν ἐμφάνισιν, περιέχον σπουδαιοτάτας μελέτας καὶ ἀφηγήματα τῶν καλλιτέρων ἡμετέρων συγγραφέων.: [266, 163, 516, 228]
- quote-value: 605.—: [173, 165, 204, 177]
- divider: [1036, 263, 1279, 266]
- headline: ΕΥΧΑΙ: [866, 99, 941, 125]
- quote-value: 4150.—: [167, 120, 204, 132]
- quote-name: » Ἀθηνῶν: [25, 153, 71, 165]
- quote-name: Διαχειρ. Δημ. Προσόδων: [25, 279, 140, 290]
- article-text: Πωλεῖται ἀγκιδόνιον, ρομαντικὸν δανεισμοῦ ἀντικείμενον παρὰ τῆς Ἑταιρίας ἀσφαλίστρων εἰς τὸν ἀριθμὸν τοῦ Ἄλσους. Προσφοραὶ γίνονται δεκταὶ εἰς τὰ γραφεῖα τῆς Ἑταιρίας ὁδὸς Θεμιστοκλέους ἀριθ. 6.: [266, 546, 516, 610]
- headline: ΤΟ ΔΗΝΑΡΙΟΝ ΤΩΝ ΧΡΙΣΤΟΥΓΕΝΝΩΝ: [72, 1226, 204, 1254]
- quote-value: 76.50: [176, 142, 204, 154]
